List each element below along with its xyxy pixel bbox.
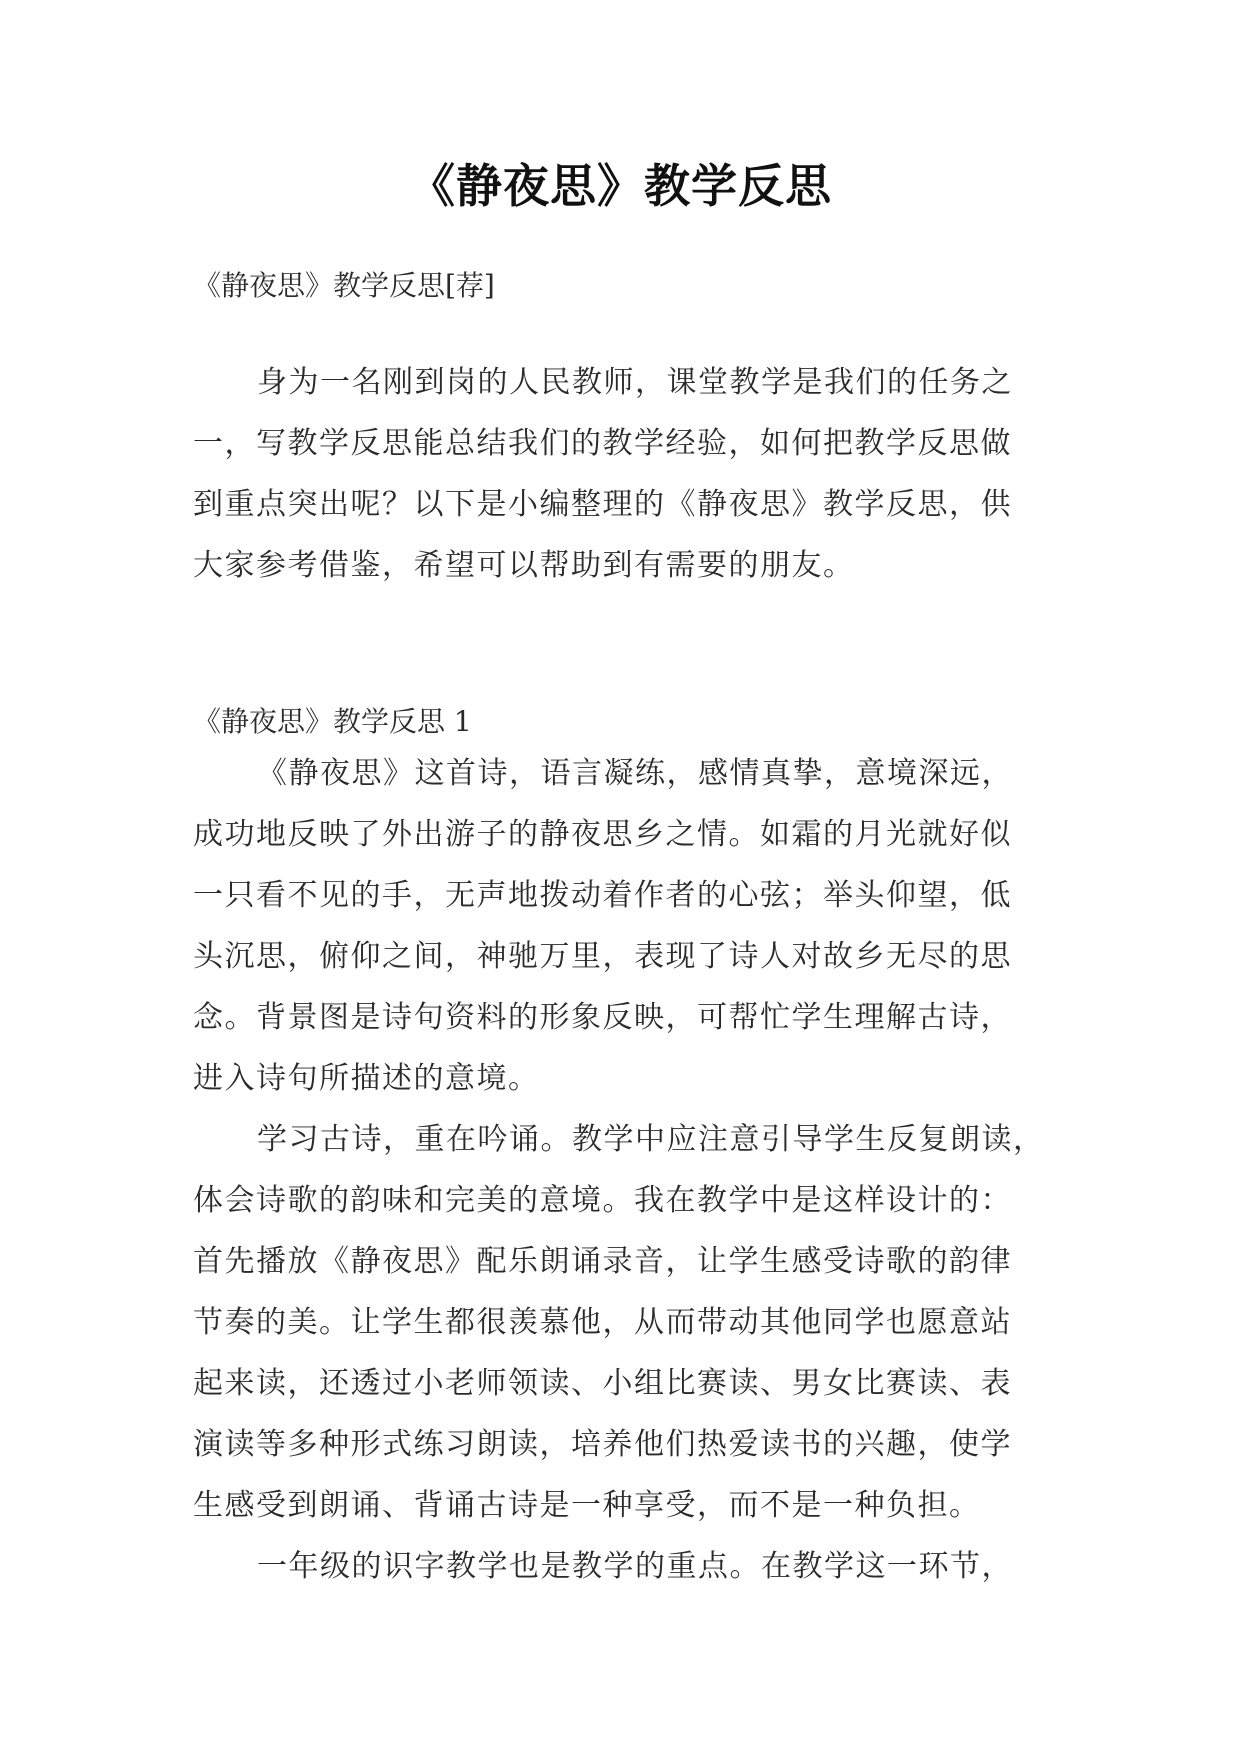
intro-line: 一，写教学反思能总结我们的教学经验，如何把教学反思做 xyxy=(193,426,1012,461)
paragraph-line: 《静夜思》这首诗，语言凝练，感情真挚，意境深远， xyxy=(257,756,1013,791)
paragraph-2 xyxy=(193,1109,1065,1536)
intro-line: 到重点突出呢？以下是小编整理的《静夜思》教学反思，供 xyxy=(193,487,1012,522)
paragraph-3 xyxy=(193,1536,1065,1597)
paragraph-line: 演读等多种形式练习朗读，培养他们热爱读书的兴趣，使学 xyxy=(193,1427,1012,1462)
paragraph-line: 生感受到朗诵、背诵古诗是一种享受，而不是一种负担。 xyxy=(193,1488,981,1523)
intro-line: 身为一名刚到岗的人民教师，课堂教学是我们的任务之 xyxy=(257,365,1013,400)
paragraph-line: 进入诗句所描述的意境。 xyxy=(193,1061,540,1096)
paragraph-line: 一年级的识字教学也是教学的重点。在教学这一环节， xyxy=(257,1549,1013,1584)
paragraph-line: 念。背景图是诗句资料的形象反映，可帮忙学生理解古诗， xyxy=(193,1000,1012,1035)
paragraph-line: 起来读，还透过小老师领读、小组比赛读、男女比赛读、表 xyxy=(193,1366,1012,1401)
intro-line: 大家参考借鉴，希望可以帮助到有需要的朋友。 xyxy=(193,548,855,583)
paragraph-line: 体会诗歌的韵味和完美的意境。我在教学中是这样设计的： xyxy=(193,1183,1012,1218)
paragraph-line: 首先播放《静夜思》配乐朗诵录音，让学生感受诗歌的韵律 xyxy=(193,1244,1012,1279)
paragraph-line: 节奏的美。让学生都很羡慕他，从而带动其他同学也愿意站 xyxy=(193,1305,1012,1340)
paragraph-line: 成功地反映了外出游子的静夜思乡之情。如霜的月光就好似 xyxy=(193,817,1012,852)
paragraph-line: 一只看不见的手，无声地拨动着作者的心弦；举头仰望，低 xyxy=(193,878,1012,913)
paragraph-1 xyxy=(193,743,1065,1109)
section-heading: 《静夜思》教学反思 1 xyxy=(193,705,472,738)
document-subtitle: 《静夜思》教学反思[荐] xyxy=(193,269,495,302)
paragraph-line: 头沉思，俯仰之间，神驰万里，表现了诗人对故乡无尽的思 xyxy=(193,939,1012,974)
paragraph-line: 学习古诗，重在吟诵。教学中应注意引导学生反复朗读， xyxy=(257,1122,1045,1157)
intro-paragraph xyxy=(193,352,1065,596)
document-title: 《静夜思》教学反思 xyxy=(409,159,832,213)
